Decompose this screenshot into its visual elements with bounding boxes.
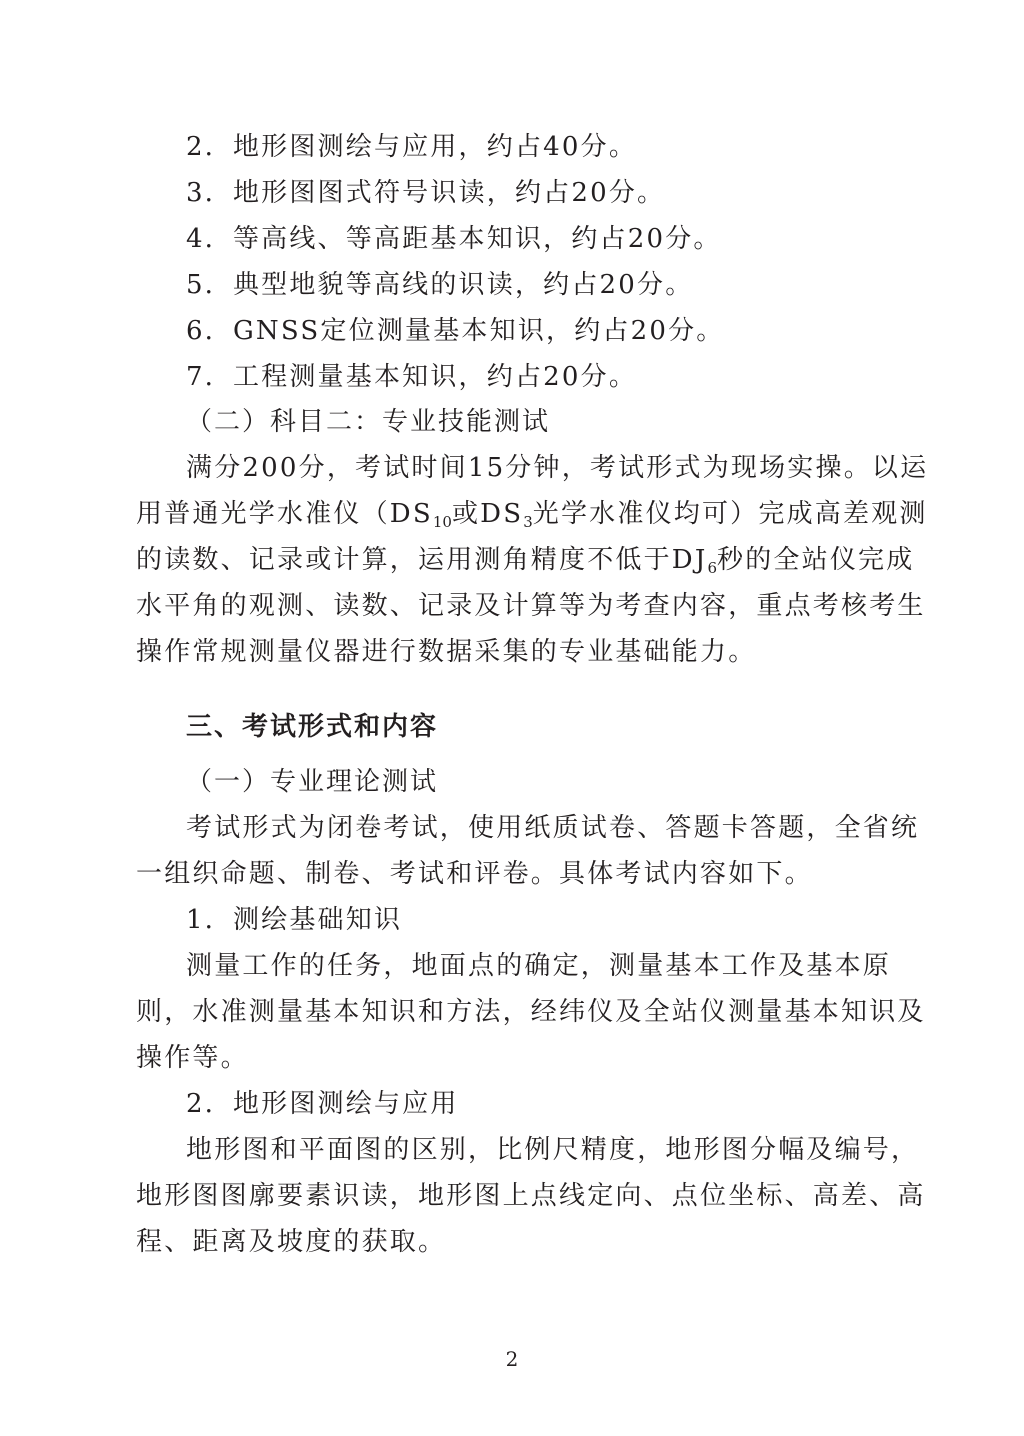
text-run: 秒的全站仪完成 [717, 545, 915, 575]
subscript: 6 [707, 559, 718, 577]
list-item: 2．地形图测绘与应用，约占40分。 [186, 132, 638, 162]
item-title: 1．测绘基础知识 [186, 905, 403, 935]
paragraph-line: 水平角的观测、读数、记录及计算等为考查内容，重点考核考生 [136, 591, 926, 621]
paragraph-line: 操作常规测量仪器进行数据采集的专业基础能力。 [136, 637, 757, 667]
paragraph-line: 考试形式为闭卷考试，使用纸质试卷、答题卡答题，全省统 [186, 813, 920, 843]
paragraph-line: 地形图图廓要素识读，地形图上点线定向、点位坐标、高差、高 [136, 1181, 926, 1211]
subscript: 10 [432, 513, 452, 531]
item-title: 2．地形图测绘与应用 [186, 1089, 459, 1119]
subsection-title: （一）专业理论测试 [186, 767, 439, 797]
paragraph-line: 一组织命题、制卷、考试和评卷。具体考试内容如下。 [136, 859, 813, 889]
paragraph-line: 地形图和平面图的区别，比例尺精度，地形图分幅及编号， [186, 1135, 920, 1165]
paragraph-line: 程、距离及坡度的获取。 [136, 1227, 447, 1257]
text-run: 或DS [451, 499, 524, 529]
paragraph-line: 则，水准测量基本知识和方法，经纬仪及全站仪测量基本知识及 [136, 997, 926, 1027]
paragraph-line: 操作等。 [136, 1043, 249, 1073]
text-run: 光学水准仪均可）完成高差观测 [532, 499, 928, 529]
paragraph-line: 测量工作的任务，地面点的确定，测量基本工作及基本原 [186, 951, 892, 981]
list-item: 7．工程测量基本知识，约占20分。 [186, 362, 638, 392]
paragraph-line [136, 537, 915, 583]
section-heading: 三、考试形式和内容 [186, 712, 439, 742]
list-item: 5．典型地貌等高线的识读，约占20分。 [186, 270, 694, 300]
paragraph-line: 满分200分，考试时间15分钟，考试形式为现场实操。以运 [186, 453, 929, 483]
subscript: 3 [523, 513, 533, 531]
subject2-title: （二）科目二：专业技能测试 [186, 407, 551, 437]
paragraph-line [136, 491, 928, 537]
list-item: 4．等高线、等高距基本知识，约占20分。 [186, 224, 722, 254]
page-number: 2 [505, 1347, 519, 1371]
list-item: 6．GNSS定位测量基本知识，约占20分。 [186, 316, 725, 346]
text-run: 用普通光学水准仪（DS [136, 499, 433, 529]
text-run: 的读数、记录或计算，运用测角精度不低于DJ [136, 545, 708, 575]
list-item: 3．地形图图式符号识读，约占20分。 [186, 178, 666, 208]
